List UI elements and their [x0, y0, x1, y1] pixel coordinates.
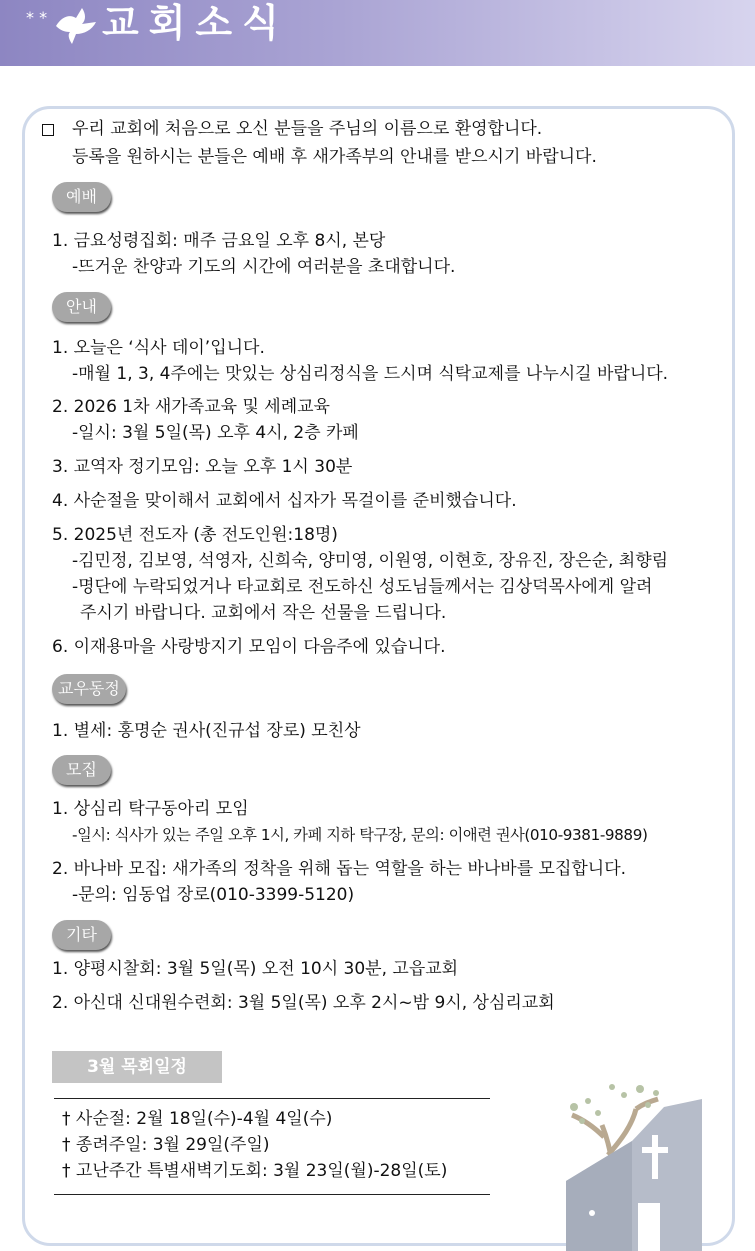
page-header — [0, 0, 755, 66]
notice-item-2: 2. 2026 1차 새가족교육 및 세례교육 — [52, 397, 330, 417]
notice-item-1: 1. 오늘은 ‘식사 데이’입니다. — [52, 338, 265, 358]
recruit-item-2-detail: -문의: 임동업 장로(010-3399-5120) — [72, 885, 355, 905]
sparkle-icon: * * — [26, 8, 48, 27]
recruit-item-1: 1. 상심리 탁구동아리 모임 — [52, 799, 249, 819]
notice-item-6: 6. 이재용마을 사랑방지기 모임이 다음주에 있습니다. — [52, 637, 446, 657]
section-badge-notice: 안내 — [52, 292, 111, 322]
welcome-line-1: 우리 교회에 처음으로 오신 분들을 주님의 이름으로 환영합니다. — [72, 119, 543, 139]
schedule-item-holy-week: † 고난주간 특별새벽기도회: 3월 23일(월)-28일(토) — [62, 1161, 448, 1181]
recruit-item-2: 2. 바나바 모집: 새가족의 정착을 위해 돕는 역할을 하는 바나바를 모집합니다. — [52, 859, 627, 879]
schedule-bottom-divider — [54, 1194, 490, 1195]
checkbox-bullet-icon — [42, 124, 54, 136]
page-title: 교회소식 — [102, 1, 289, 45]
dove-icon — [52, 4, 100, 48]
section-badge-etc: 기타 — [52, 920, 111, 950]
worship-item-1-detail: -뜨거운 찬양과 기도의 시간에 여러분을 초대합니다. — [72, 257, 456, 277]
section-badge-worship: 예배 — [52, 182, 111, 212]
schedule-item-lent: † 사순절: 2월 18일(수)-4월 4일(수) — [62, 1109, 333, 1129]
etc-item-2: 2. 아신대 신대원수련회: 3월 5일(목) 오후 2시~밤 9시, 상심리교회 — [52, 993, 555, 1013]
schedule-item-palm-sunday: † 종려주일: 3월 29일(주일) — [62, 1135, 270, 1155]
schedule-top-divider — [54, 1098, 490, 1099]
notice-item-4: 4. 사순절을 맞이해서 교회에서 십자가 목걸이를 준비했습니다. — [52, 491, 517, 511]
recruit-item-1-detail: -일시: 식사가 있는 주일 오후 1시, 카페 지하 탁구장, 문의: 이애련 권사(010-9381-9889) — [72, 826, 648, 844]
condolence-item-1: 1. 별세: 홍명순 권사(진규섭 장로) 모친상 — [52, 721, 361, 741]
schedule-title: 3월 목회일정 — [52, 1051, 222, 1083]
notice-item-5-detail-2: 주시기 바랍니다. 교회에서 작은 선물을 드립니다. — [80, 603, 447, 623]
notice-item-5-detail: -명단에 누락되었거나 타교회로 전도하신 성도님들께서는 김상덕목사에게 알려 — [72, 577, 653, 597]
section-badge-recruit: 모집 — [52, 755, 111, 785]
section-badge-condolence: 교우동정 — [52, 674, 126, 704]
etc-item-1: 1. 양평시찰회: 3월 5일(목) 오전 10시 30분, 고읍교회 — [52, 959, 459, 979]
notice-item-5: 5. 2025년 전도자 (총 전도인원:18명) — [52, 525, 338, 545]
notice-item-3: 3. 교역자 정기모임: 오늘 오후 1시 30분 — [52, 457, 353, 477]
notice-item-5-names: -김민정, 김보영, 석영자, 신희숙, 양미영, 이원영, 이현호, 장유진, 장은순, 최향림 — [72, 551, 669, 571]
worship-item-1: 1. 금요성령집회: 매주 금요일 오후 8시, 본당 — [52, 231, 386, 251]
notice-item-1-detail: -매월 1, 3, 4주에는 맛있는 상심리정식을 드시며 식탁교제를 나누시길 바랍니다. — [72, 364, 669, 384]
welcome-line-2: 등록을 원하시는 분들은 예배 후 새가족부의 안내를 받으시기 바랍니다. — [72, 147, 597, 167]
notice-item-2-detail: -일시: 3월 5일(목) 오후 4시, 2층 카페 — [72, 423, 359, 443]
church-tree-illustration — [552, 1075, 722, 1251]
